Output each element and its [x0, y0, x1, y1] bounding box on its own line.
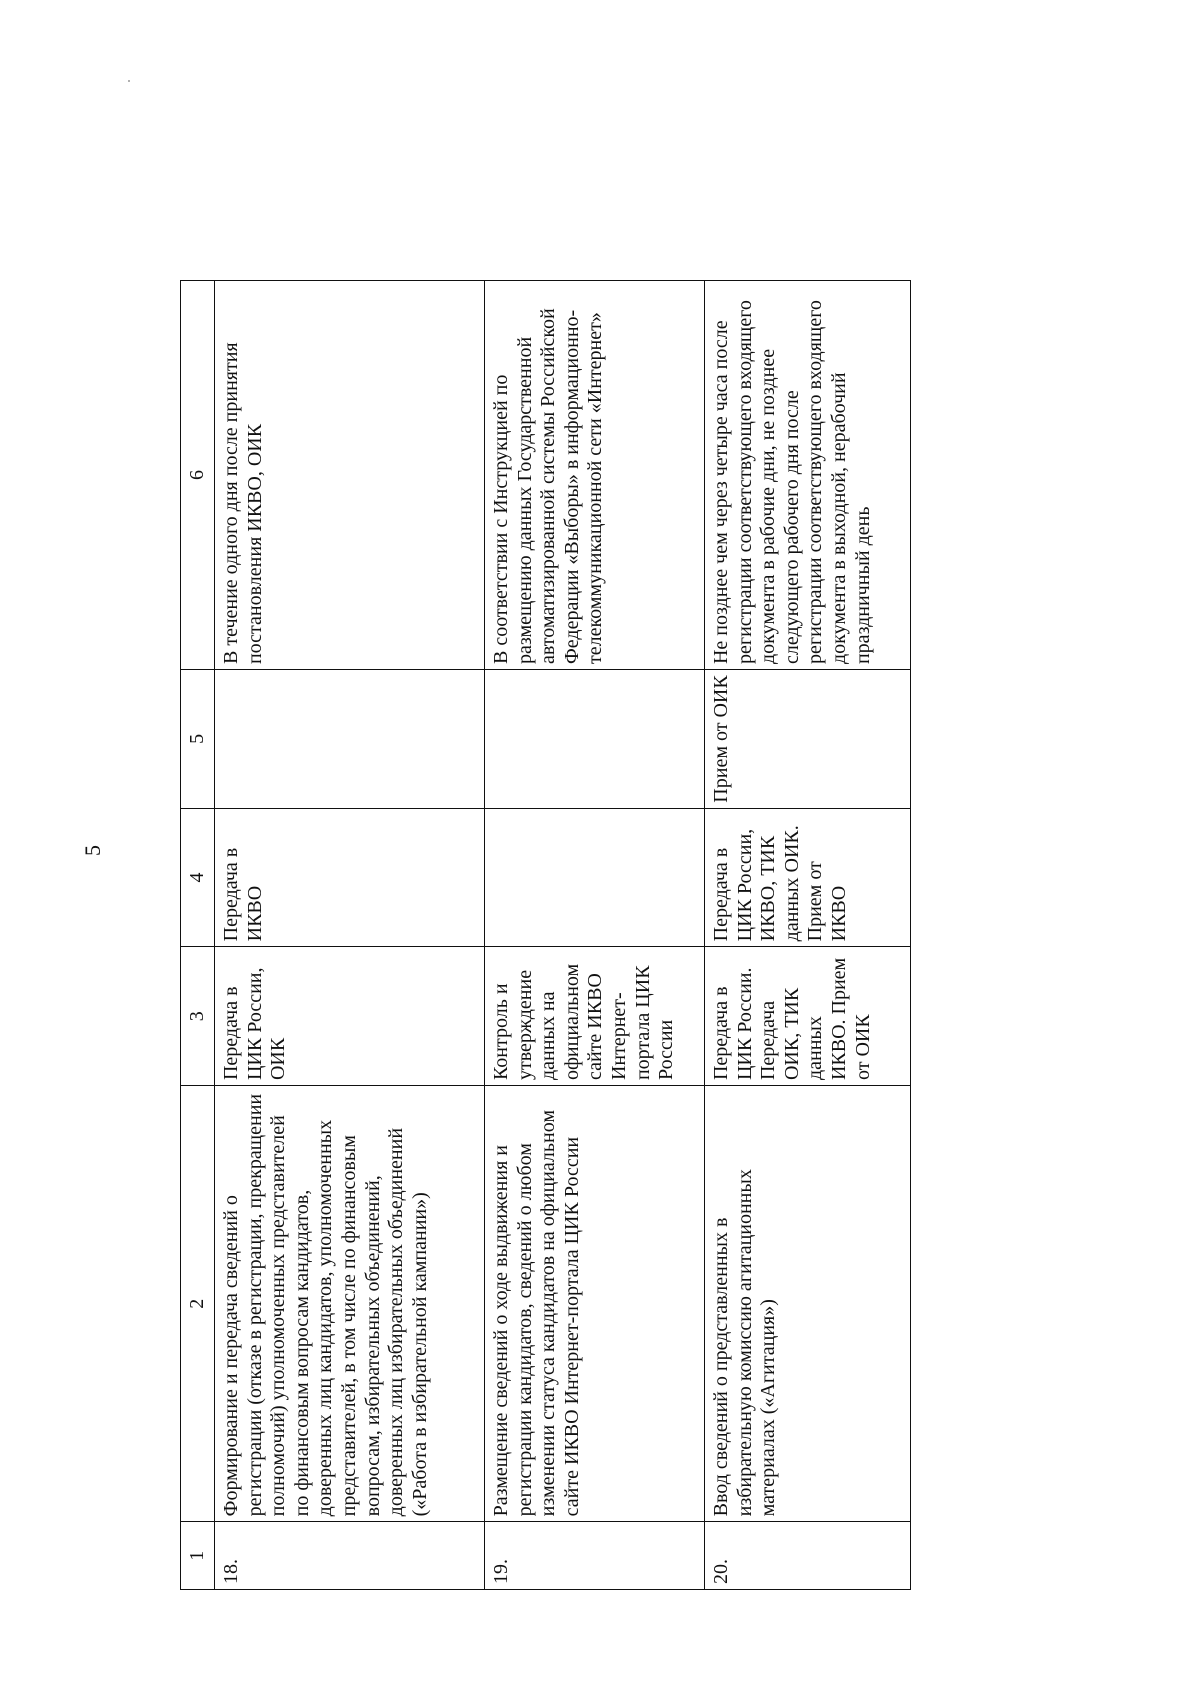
row-number: 19. — [485, 1522, 705, 1590]
document-table — [180, 280, 911, 1590]
row-col3: Передача в ЦИК России, ОИК — [215, 947, 485, 1086]
row-col5 — [215, 670, 485, 809]
table-row — [215, 281, 485, 1590]
row-number: 20. — [705, 1522, 911, 1590]
row-col4: Передача в ЦИК России, ИКВО, ТИК данных ОИК. Прием от ИКВО — [705, 808, 911, 947]
table-row — [705, 281, 911, 1590]
header-cell-1: 1 — [181, 1522, 215, 1590]
row-col3: Передача в ЦИК России. Передача ОИК, ТИК данных ИКВО. Прием от ОИК — [705, 947, 911, 1086]
row-description: Ввод сведений о представленных в избирательную комиссию агитационных материалах («Агитация») — [705, 1086, 911, 1522]
row-col6: В соответствии с Инструкцией по размещению данных Государственной автоматизированной системы Российской Федерации «Выборы» в информационно-телекоммуникационной сети «Интернет» — [485, 281, 705, 670]
scan-speck — [128, 80, 130, 82]
header-cell-4: 4 — [181, 808, 215, 947]
row-col4: Передача в ИКВО — [215, 808, 485, 947]
row-number: 18. — [215, 1522, 485, 1590]
row-col5 — [485, 670, 705, 809]
header-cell-6: 6 — [181, 281, 215, 670]
row-col3: Контроль и утверждение данных на официальном сайте ИКВО Интернет-портала ЦИК России — [485, 947, 705, 1086]
document-table-container — [180, 280, 910, 1590]
page-number: 5 — [80, 845, 105, 856]
row-col6: В течение одного дня после принятия постановления ИКВО, ОИК — [215, 281, 485, 670]
header-cell-2: 2 — [181, 1086, 215, 1522]
table-row — [485, 281, 705, 1590]
header-cell-3: 3 — [181, 947, 215, 1086]
header-cell-5: 5 — [181, 670, 215, 809]
table-header-row — [181, 281, 215, 1590]
row-description: Размещение сведений о ходе выдвижения и регистрации кандидатов, сведений о любом изменении статуса кандидатов на официальном сайте ИКВО Интернет-портала ЦИК России — [485, 1086, 705, 1522]
row-description: Формирование и передача сведений о регистрации (отказе в регистрации, прекращении полномочий) уполномоченных представителей по финансовым вопросам кандидатов, доверенных лиц кандидатов, уполномоченных представителей, в том числе по финансовым вопросам, избирательных объединений, доверенных лиц избирательных объединений («Работа в избирательной кампании») — [215, 1086, 485, 1522]
row-col6: Не позднее чем через четыре часа после регистрации соответствующего входящего документа в рабочие дни, не позднее следующего рабочего дня после регистрации соответствующего входящего документа в выходной, нерабочий праздничный день — [705, 281, 911, 670]
row-col5: Прием от ОИК — [705, 670, 911, 809]
row-col4 — [485, 808, 705, 947]
